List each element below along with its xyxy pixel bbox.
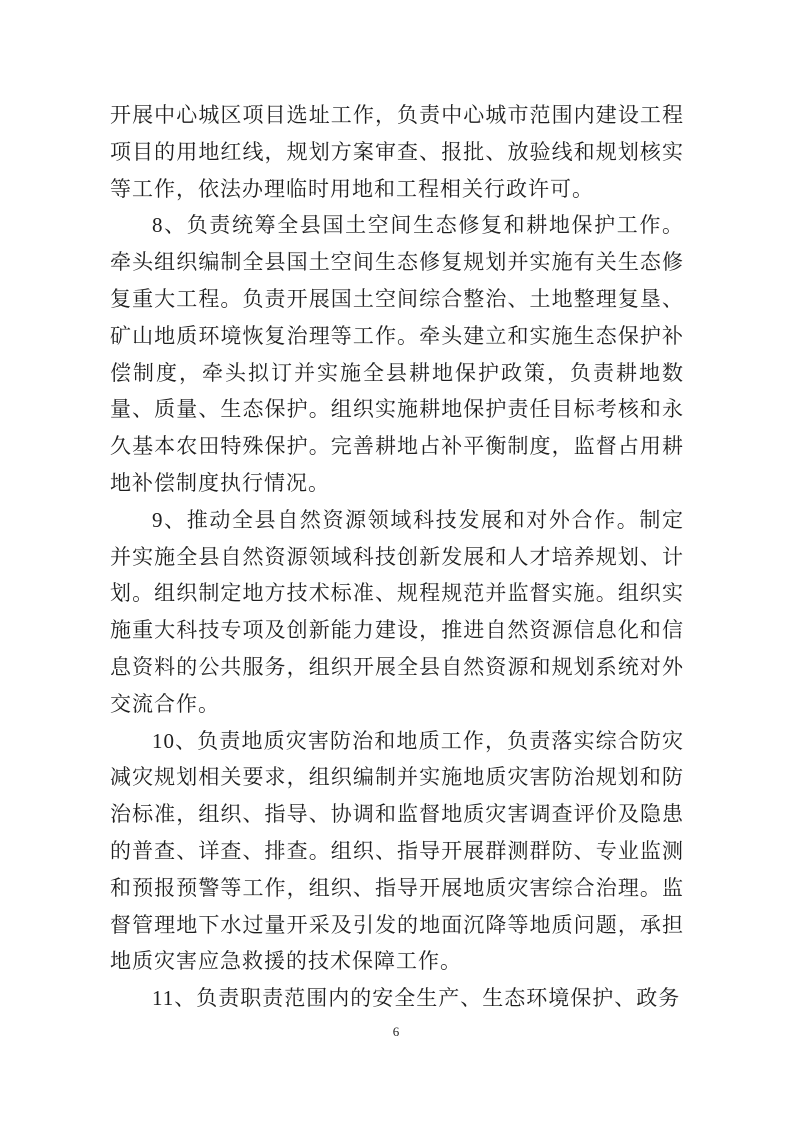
paragraph: 8、负责统筹全县国土空间生态修复和耕地保护工作。牵头组织编制全县国土空间生态修复规划并实施有关生态修复重大工程。负责开展国土空间综合整治、土地整理复垦、矿山地质环境恢复治理等工作。牵头建立和实施生态保护补偿制度，牵头拟订并实施全县耕地保护政策，负责耕地数量、质量、生态保护。组织实施耕地保护责任目标考核和永久基本农田特殊保护。完善耕地占补平衡制度，监督占用耕地补偿制度执行情况。 [110, 213, 684, 495]
page-number: 6 [392, 1024, 400, 1039]
paragraph: 11、负责职责范围内的安全生产、生态环境保护、政务 [152, 986, 681, 1011]
paragraph: 10、负责地质灾害防治和地质工作，负责落实综合防灾减灾规划相关要求，组织编制并实施地质灾害防治规划和防治标准，组织、指导、协调和监督地质灾害调查评价及隐患的普查、详查、排查。组织、指导开展群测群防、专业监测和预报预警等工作，组织、指导开展地质灾害综合治理。监督管理地下水过量开采及引发的地面沉降等地质问题，承担地质灾害应急救援的技术保障工作。 [110, 728, 684, 974]
document-body [110, 97, 684, 1017]
paragraph: 开展中心城区项目选址工作，负责中心城市范围内建设工程项目的用地红线，规划方案审查、报批、放验线和规划核实等工作，依法办理临时用地和工程相关行政许可。 [110, 103, 684, 201]
paragraph: 9、推动全县自然资源领域科技发展和对外合作。制定并实施全县自然资源领域科技创新发展和人才培养规划、计划。组织制定地方技术标准、规程规范并监督实施。组织实施重大科技专项及创新能力建设，推进自然资源信息化和信息资料的公共服务，组织开展全县自然资源和规划系统对外交流合作。 [110, 507, 684, 716]
